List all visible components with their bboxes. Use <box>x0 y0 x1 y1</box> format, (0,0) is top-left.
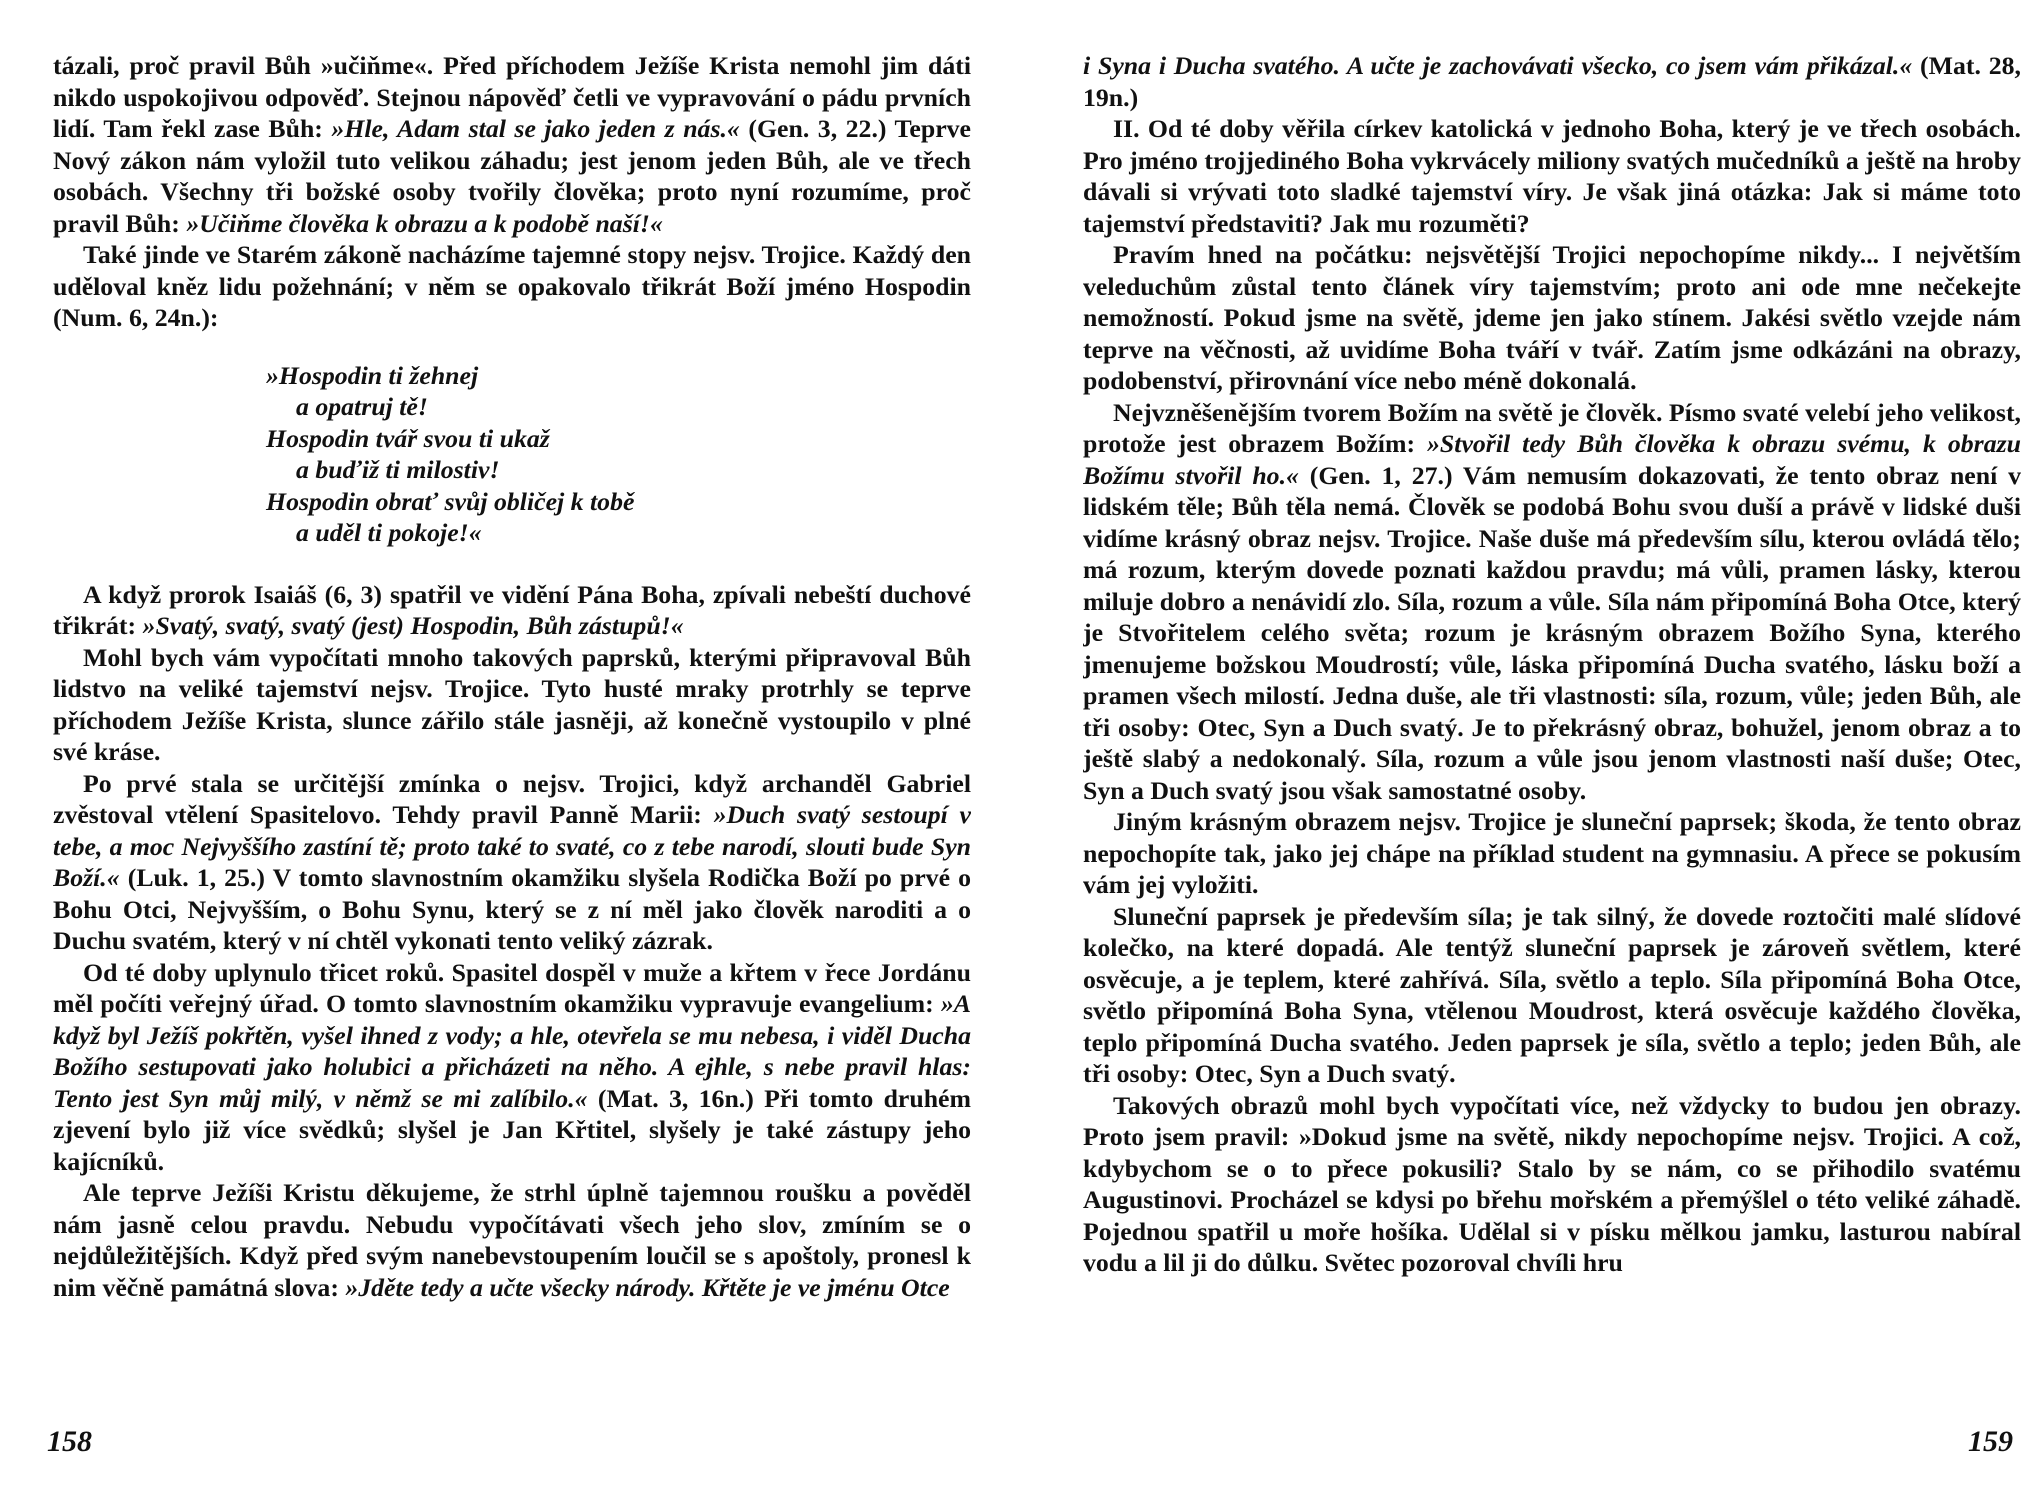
quote: »Jděte tedy a učte všecky národy. Křtěte je ve jménu Otce <box>345 1272 950 1302</box>
poem-line: a opatruj tě! <box>296 392 428 421</box>
paragraph <box>53 50 971 239</box>
poem-line: a uděl ti pokoje!« <box>296 518 482 547</box>
left-text-column <box>53 50 971 1390</box>
poem-line: »Hospodin ti žehnej <box>266 360 479 390</box>
text-run: (Luk. 1, 25.) V tomto slavnostním okamžiku slyšela Rodička Boží po prvé o Bohu Otci, Nejvyšším, o Bohu Synu, který se z ní měl jako člověk naroditi a o Duchu svatém, který v ní chtěl vykonati tento veliký zázrak. <box>53 863 971 955</box>
text-run: Po prvé stala se určitější zmínka o nejsv. Trojici, když archanděl Gabriel zvěstoval vtělení Spasitelovo. Tehdy pravil Panně Marii: <box>53 768 971 829</box>
text-run: Nejvzněšenějším tvorem Božím na světě je člověk. Písmo svaté velebí jeho velikost, protože jest obrazem Božím: <box>1083 397 2021 458</box>
text-run: (Mat. 28, 19n.) <box>1083 51 2021 112</box>
quote: »A když byl Ježíš pokřtěn, vyšel ihned z vody; a hle, otevřela se mu nebesa, i viděl Ducha Božího sestupovati jako holubici a přicházeti na něho. A ejhle, s nebe pravil hlas: Tento jest Syn můj milý, v němž se mi zalíbilo.« <box>53 989 971 1113</box>
text-run: (Gen. 1, 27.) Vám nemusím dokazovati, že tento obraz není v lidském těle; Bůh těla nemá. Člověk se podobá Bohu svou duší a právě v lidské duši vidíme krásný obraz nejsv. Trojice. Naše duše má především sílu, kterou ovládá tělo; má rozum, kterým dovede poznati každou pravdu; má vůli, pramen lásky, kterou miluje dobro a nenávidí zlo. Síla, rozum a vůle. Síla nám připomíná Boha Otce, který je Stvořitelem celého světa; rozum je krásným obrazem Božího Syna, kterého jmenujeme božskou Moudrostí; vůle, láska připomíná Ducha svatého, lásku boží a pramen všech milostí. Jedna duše, ale tři vlastnosti: síla, rozum, vůle; jeden Bůh, ale tři osoby: Otec, Syn a Duch svatý. Je to překrásný obraz, bohužel, jenom obraz a to ještě slabý a nedokonalý. Síla, rozum a vůle jsou jenom vlastnosti naší duše; Otec, Syn a Duch svatý jsou však samostatné osoby. <box>1083 460 2021 805</box>
paragraph: Sluneční paprsek je především síla; je tak silný, že dovede roztočiti malé slídové kolečko, na které dopadá. Ale tentýž sluneční paprsek je zároveň světlem, které osvěcuje, a je teplem, které zahřívá. Síla, světlo a teplo. Síla připomíná Boha Otce, světlo připomíná Boha Syna, vtělenou Moudrost, která osvěcuje každého člověka, teplo připomíná Ducha svatého. Jeden paprsek je síla, světlo a teplo; jeden Bůh, ale tři osoby: Otec, Syn a Duch svatý. <box>1083 901 2021 1088</box>
quote: »Svatý, svatý, svatý (jest) Hospodin, Bůh zástupů!« <box>142 611 684 640</box>
paragraph: Mohl bych vám vypočítati mnoho takových paprsků, kterými připravoval Bůh lidstvo na veliké tajemství nejsv. Trojice. Tyto husté mraky protrhly se teprve příchodem Ježíše Krista, slunce zářilo stále jasněji, až konečně vystoupilo v plné své kráse. <box>53 642 971 766</box>
text-run: (Mat. 3, 16n.) Při tomto druhém zjevení bylo již více svědků; slyšel je Jan Křtitel, slyšely je také zástupy jeho kajícníků. <box>53 1083 971 1176</box>
text-run: A když prorok Isaiáš (6, 3) spatřil ve vidění Pána Boha, zpívali nebeští duchové třikrát: <box>53 579 971 640</box>
paragraph <box>1083 397 2021 807</box>
quote: »Učiňme člověka k obrazu a k podobě naší!« <box>186 208 663 238</box>
poem-line: Hospodin obrať svůj obličej k tobě <box>266 486 635 516</box>
poem-line: Hospodin tvář svou ti ukaž <box>266 423 550 453</box>
quote: »Hle, Adam stal se jako jeden z nás.« <box>331 114 740 143</box>
paragraph: Takových obrazů mohl bych vypočítati více, než vždycky to budou jen obrazy. Proto jsem pravil: »Dokud jsme na světě, nikdy nepochopíme nejsv. Trojici. A což, kdybychom se o to přece pokusili? Stalo by se nám, co se přihodilo svatému Augustinovi. Procházel se kdysi po břehu mořském a přemýšlel o této veliké záhadě. Pojednou spatřil u moře hošíka. Udělal si v písku mělkou jamku, lasturou nabíral vodu a lil ji do důlku. Světec pozoroval chvíli hru <box>1083 1090 2021 1277</box>
right-page <box>1022 0 2044 1500</box>
paragraph <box>53 957 971 1178</box>
paragraph: Také jinde ve Starém zákoně nacházíme tajemné stopy nejsv. Trojice. Každý den uděloval kněz lidu požehnání; v něm se opakovalo třikrát Boží jméno Hospodin (Num. 6, 24n.): <box>53 240 971 332</box>
paragraph <box>53 579 971 642</box>
quote: »Stvořil tedy Bůh člověka k obrazu svému, k obrazu Božímu stvořil ho.« <box>1083 429 2021 490</box>
paragraph: Pravím hned na počátku: nejsvětější Trojici nepochopíme nikdy... I největším veleduchům zůstal tento článek víry tajemstvím; proto ani ode mne nečekejte nemožností. Pokud jsme na světě, jdeme jen jako stínem. Jakési světlo vzejde nám teprve na věčnosti, až uvidíme Boha tváří v tvář. Zatím jsme odkázáni na obrazy, podobenství, přirovnání více nebo méně dokonalá. <box>1083 240 2021 395</box>
paragraph: Jiným krásným obrazem nejsv. Trojice je sluneční paprsek; škoda, že tento obraz nepochopíte tak, jako jej chápe na příklad student na gymnasiu. A přece se pokusím vám jej vyložiti. <box>1083 807 2021 899</box>
paragraph <box>1083 50 2021 113</box>
quote: i Syna i Ducha svatého. A učte je zachovávati všecko, co jsem vám přikázal.« <box>1083 51 1913 80</box>
page-number: 158 <box>47 1425 92 1458</box>
blessing-poem <box>266 360 971 549</box>
text-run: (Gen. 3, 22.) Teprve Nový zákon nám vyložil tuto velikou záhadu; jest jenom jeden Bůh, ale ve třech osobách. Všechny tři božské osoby tvořily člověka; proto nyní rozumíme, proč pravil Bůh: <box>53 114 971 238</box>
quote: »Duch svatý sestoupí v tebe, a moc Nejvyššího zastíní tě; proto také to svaté, co z tebe narodí, slouti bude Syn Boží.« <box>53 800 971 892</box>
poem-line: a buďiž ti milostiv! <box>296 455 500 484</box>
text-run: Od té doby uplynulo třicet roků. Spasitel dospěl v muže a křtem v řece Jordánu měl počíti veřejný úřad. O tomto slavnostním okamžiku vypravuje evangelium: <box>53 957 971 1018</box>
text-run: tázali, proč pravil Bůh »učiňme«. Před příchodem Ježíše Krista nemohl jim dáti nikdo uspokojivou odpověď. Stejnou nápověď četli ve vypravování o pádu prvních lidí. Tam řekl zase Bůh: <box>53 51 971 143</box>
text-run: Ale teprve Ježíši Kristu děkujeme, že strhl úplně tajemnou roušku a pověděl nám jasně celou pravdu. Nebudu vypočítávati všech jeho slov, zmíním se o nejdůležitějších. Když před svým nanebevstoupením loučil se s apoštoly, pronesl k nim věčně památná slova: <box>53 1178 971 1302</box>
right-text-column <box>1083 50 2021 1390</box>
paragraph <box>53 1177 971 1303</box>
paragraph <box>53 768 971 957</box>
page-number: 159 <box>1968 1425 2013 1458</box>
paragraph: II. Od té doby věřila církev katolická v jednoho Boha, který je ve třech osobách. Pro jméno trojjediného Boha vykrvácely miliony svatých mučedníků a ještě na hroby dávali si vrývati toto sladké tajemství víry. Je však jiná otázka: Jak si máme toto tajemství představiti? Jak mu rozuměti? <box>1083 114 2021 238</box>
